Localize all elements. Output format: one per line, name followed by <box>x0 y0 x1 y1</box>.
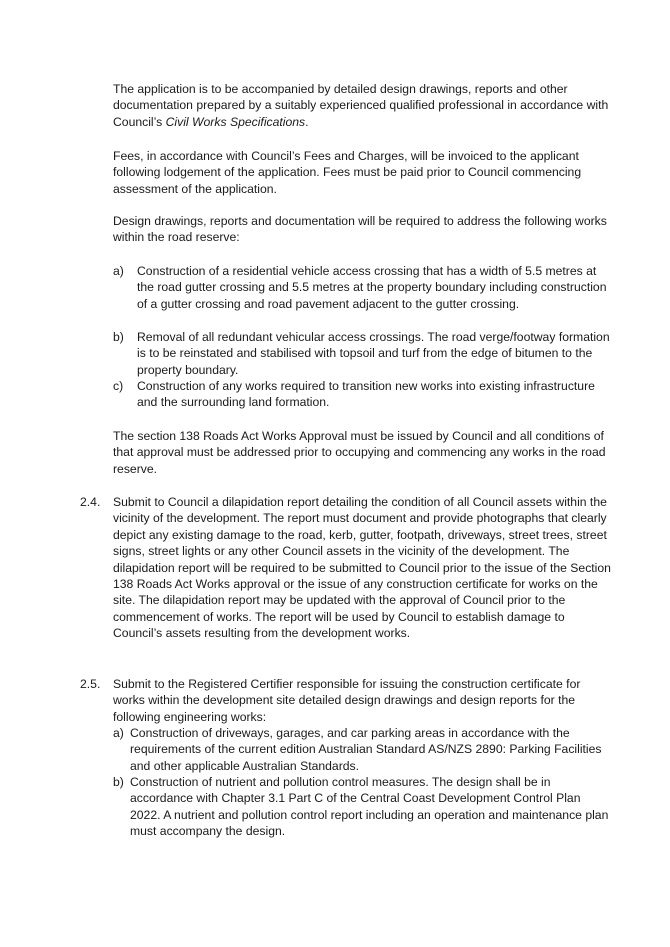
condition-number: 2.4. <box>80 495 101 509</box>
list-marker: c) <box>113 379 124 393</box>
condition-number: 2.5. <box>80 677 101 691</box>
list-marker: a) <box>113 726 124 740</box>
civil-works-specifications-italic: Civil Works Specifications <box>165 114 306 129</box>
road-reserve-item-b <box>113 329 613 378</box>
intro-paragraph-2: Fees, in accordance with Council’s Fees and Charges, will be invoiced to the applicant following lodgement of the application. Fees must be paid prior to Council commencing assessment of the application. <box>113 149 582 196</box>
road-reserve-item-a <box>113 263 613 312</box>
road-reserve-item-c <box>113 378 613 411</box>
condition-text: Submit to the Registered Certifier responsible for issuing the construction certificate for works within the development site detailed design drawings and design reports for the following engineering works: <box>113 677 581 724</box>
condition-2-4 <box>80 494 613 642</box>
list-item-text: Construction of any works required to transition new works into existing infrastructure and the surrounding land formation. <box>137 379 595 410</box>
intro-paragraph-1 <box>113 81 613 130</box>
intro-paragraph-3: Design drawings, reports and documentation will be required to address the following works within the road reserve: <box>113 214 607 245</box>
condition-text: Submit to Council a dilapidation report detailing the condition of all Council assets within the vicinity of the development. The report must document and provide photographs that clearly depict any existing damage to the road, kerb, gutter, footpath, driveways, street trees, street signs, street lights or any other Council assets in the vicinity of the development. The dilapidation report will be required to be submitted to Council prior to the issue of the Section 138 Roads Act Works approval or the issue of any construction certificate for works on the site. The dilapidation report may be updated with the approval of Council prior to the commencement of works. The report will be used by Council to establish damage to Council’s assets resulting from the development works. <box>113 495 611 641</box>
list-item-text: Construction of driveways, garages, and car parking areas in accordance with the requirements of the current edition Australian Standard AS/NZS 2890: Parking Facilities and other applicable Australian Standards. <box>130 726 602 773</box>
list-item-text: Removal of all redundant vehicular access crossings. The road verge/footway formation is to be reinstated and stabilised with topsoil and turf from the edge of bitumen to the property boundary. <box>137 330 610 377</box>
list-marker: b) <box>113 330 124 344</box>
list-marker: a) <box>113 264 124 278</box>
list-item-text: Construction of a residential vehicle access crossing that has a width of 5.5 metres at the road gutter crossing and 5.5 metres at the property boundary including construction of a gutter crossing and road pavement adjacent to the gutter crossing. <box>137 264 607 311</box>
intro-paragraph-1-text: The application is to be accompanied by detailed design drawings, reports and other documentation prepared by a suitably experienced qualified professional in accordance with Council’s <box>113 82 609 129</box>
engineering-works-item-a <box>113 725 613 774</box>
condition-2-5 <box>80 676 613 725</box>
engineering-works-item-b <box>113 774 613 840</box>
section-138-paragraph: The section 138 Roads Act Works Approval must be issued by Council and all conditions of that approval must be addressed prior to occupying and commencing any works in the road reserve. <box>113 429 606 476</box>
list-item-text: Construction of nutrient and pollution control measures. The design shall be in accordance with Chapter 3.1 Part C of the Central Coast Development Control Plan 2022. A nutrient and pollution control report including an operation and maintenance plan must accompany the design. <box>130 775 609 839</box>
intro-paragraph-1-end: . <box>305 114 309 129</box>
list-marker: b) <box>113 775 124 789</box>
